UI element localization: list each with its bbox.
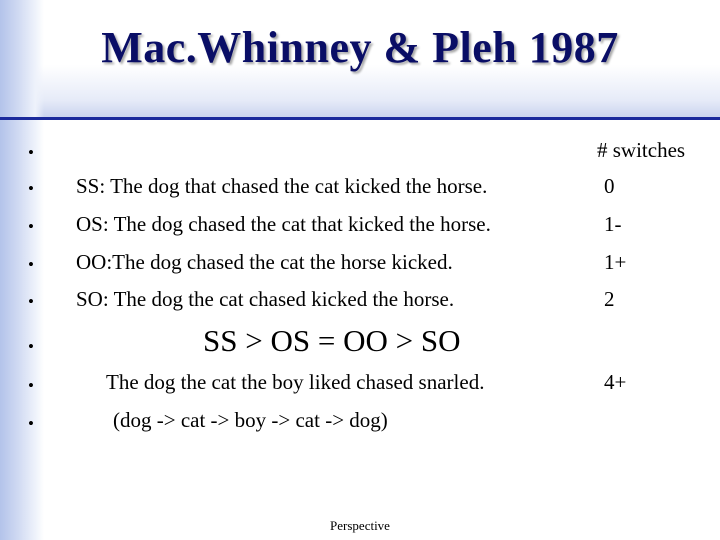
row-sentence: The dog chased the cat that kicked the horse.: [113, 212, 491, 236]
bullet-icon: •: [28, 292, 34, 311]
title-rule: [0, 117, 720, 120]
bullet-icon: •: [28, 217, 34, 236]
switches-header: # switches: [597, 138, 686, 162]
row-switches: 1+: [604, 250, 627, 274]
row-os: [76, 212, 491, 237]
row-sentence: The dog that chased the cat kicked the horse.: [110, 174, 488, 198]
row-label: SS:: [76, 174, 106, 198]
ordering-statement: SS > OS = OO > SO: [203, 323, 461, 358]
row-ss: [76, 174, 487, 199]
row-sentence: The dog chased the cat the horse kicked.: [112, 250, 453, 274]
bullet-icon: •: [28, 376, 34, 395]
row-label: OO:: [76, 250, 113, 274]
footer-label: Perspective: [330, 518, 390, 533]
perspective-path: (dog -> cat -> boy -> cat -> dog): [113, 408, 388, 432]
slide-title: Mac.Whinney & Pleh 1987: [101, 23, 619, 72]
example-sentence: The dog the cat the boy liked chased snarled.: [106, 370, 485, 394]
row-switches: 1-: [604, 212, 622, 236]
row-label: OS:: [76, 212, 109, 236]
bullet-icon: •: [28, 337, 34, 356]
bullet-icon: •: [28, 255, 34, 274]
example-switches: 4+: [604, 370, 627, 394]
row-label: SO:: [76, 287, 109, 311]
bullet-icon: •: [28, 143, 34, 162]
row-sentence: The dog the cat chased kicked the horse.: [113, 287, 455, 311]
bullet-icon: •: [28, 414, 34, 433]
row-switches: 0: [604, 174, 615, 198]
bullet-icon: •: [28, 179, 34, 198]
row-so: [76, 287, 454, 312]
row-switches: 2: [604, 287, 615, 311]
row-oo: [76, 250, 453, 275]
